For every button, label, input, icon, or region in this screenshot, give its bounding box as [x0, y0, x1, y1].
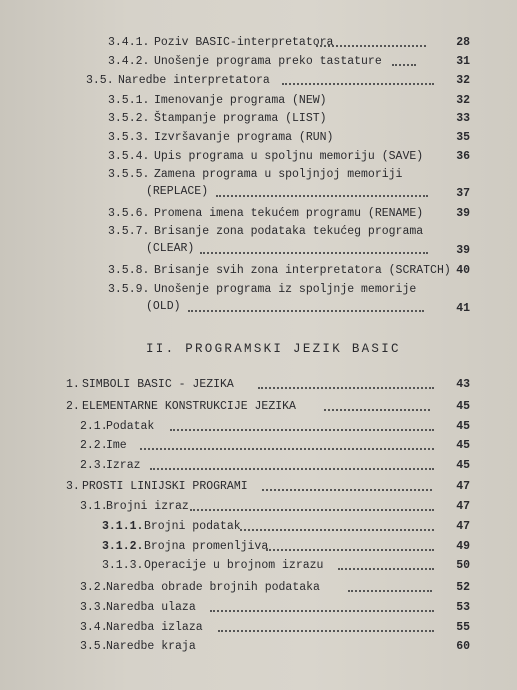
toc-page-number: 43 [456, 378, 470, 391]
toc-entry-3-5-5 [108, 168, 470, 200]
dot-leader [392, 63, 416, 66]
dot-leader [188, 309, 424, 312]
dot-leader [210, 609, 434, 612]
dot-leader [266, 548, 434, 551]
dot-leader [324, 408, 430, 411]
toc-title: Brojna promenljiva [144, 540, 269, 553]
toc-page-number: 37 [456, 187, 470, 200]
toc-title: Naredba izlaza [106, 621, 203, 634]
toc-title: Naredbe interpretatora [118, 74, 270, 87]
toc-number: 3.5. [86, 74, 114, 87]
toc-page-number: 33 [456, 112, 470, 125]
dot-leader [240, 528, 434, 531]
toc-number: 3.1. [80, 500, 108, 513]
toc-number: 3.1.2. [102, 540, 144, 553]
toc-title: Promena imena tekućem programu (RENAME) [154, 207, 424, 220]
toc-title-continued: (OLD) [146, 300, 181, 313]
dot-leader [170, 428, 434, 431]
toc-page-number: 49 [456, 540, 470, 553]
toc-number: 3.5. [80, 640, 108, 653]
toc-number: 1. [66, 378, 80, 391]
toc-number: 3.4.1. [108, 36, 150, 49]
toc-number: 3.5.4. [108, 150, 150, 163]
toc-title: Podatak [106, 420, 155, 433]
toc-title: Brojni podatak [144, 520, 241, 533]
toc-number: 2. [66, 400, 80, 413]
toc-title: Unošenje programa iz spoljnje memorije [154, 283, 417, 296]
toc-number: 2.2. [80, 439, 108, 452]
dot-leader [316, 44, 426, 47]
toc-title: Naredba ulaza [106, 601, 196, 614]
dot-leader [140, 447, 434, 450]
toc-number: 3.5.3. [108, 131, 150, 144]
toc-page-number: 39 [456, 244, 470, 257]
dot-leader [190, 508, 434, 511]
toc-page-number: 36 [456, 150, 470, 163]
toc-number: 3.5.5. [108, 168, 150, 181]
toc-page-number: 52 [456, 581, 470, 594]
toc-number: 3.3. [80, 601, 108, 614]
dot-leader [262, 488, 432, 491]
toc-title: Naredba obrade brojnih podataka [106, 581, 320, 594]
toc-page-number: 47 [456, 500, 470, 513]
toc-number: 3.5.1. [108, 94, 150, 107]
toc-number: 3.1.3. [102, 559, 144, 572]
toc-number: 2.1. [80, 420, 108, 433]
toc-title: Upis programa u spoljnu memoriju (SAVE) [154, 150, 424, 163]
toc-number: 3. [66, 480, 80, 493]
toc-title: SIMBOLI BASIC - JEZIKA [82, 378, 234, 391]
dot-leader [282, 82, 434, 85]
dot-leader [338, 567, 434, 570]
toc-page-number: 55 [456, 621, 470, 634]
toc-page-number: 45 [456, 400, 470, 413]
toc-page-number: 39 [456, 207, 470, 220]
toc-page-number: 32 [456, 74, 470, 87]
toc-number: 3.4. [80, 621, 108, 634]
toc-entry-3-5-7 [108, 225, 470, 257]
toc-title: Štampanje programa (LIST) [154, 112, 327, 125]
toc-title: Operacije u brojnom izrazu [144, 559, 324, 572]
toc-title: Izraz [106, 459, 141, 472]
toc-page-number: 35 [456, 131, 470, 144]
toc-title: Naredbe kraja [106, 640, 196, 653]
toc-page-number: 50 [456, 559, 470, 572]
dot-leader [200, 251, 428, 254]
toc-title: Brisanje zona podataka tekućeg programa [154, 225, 424, 238]
toc-number: 3.2. [80, 581, 108, 594]
toc-number: 3.5.2. [108, 112, 150, 125]
toc-title: Unošenje programa preko tastature [154, 55, 382, 68]
toc-number: 3.5.8. [108, 264, 150, 277]
toc-page-number: 28 [456, 36, 470, 49]
toc-page-number: 45 [456, 420, 470, 433]
toc-page-number: 47 [456, 520, 470, 533]
dot-leader [258, 386, 434, 389]
toc-number: 3.5.6. [108, 207, 150, 220]
dot-leader [216, 194, 428, 197]
toc-page-number: 45 [456, 439, 470, 452]
toc-number: 3.4.2. [108, 55, 150, 68]
toc-title-continued: (REPLACE) [146, 185, 209, 198]
toc-title: Brisanje svih zona interpretatora (SCRATCH) [154, 264, 451, 277]
toc-page-number: 32 [456, 94, 470, 107]
part-heading: II. PROGRAMSKI JEZIK BASIC [146, 342, 401, 356]
toc-number: 3.5.9. [108, 283, 150, 296]
toc-title: Ime [106, 439, 127, 452]
dot-leader [218, 629, 434, 632]
toc-page-number: 31 [456, 55, 470, 68]
toc-title-continued: (CLEAR) [146, 242, 195, 255]
toc-title: Zamena programa u spoljnjoj memoriji [154, 168, 403, 181]
toc-title: Brojni izraz [106, 500, 189, 513]
toc-page-number: 53 [456, 601, 470, 614]
toc-page-number: 60 [456, 640, 470, 653]
toc-page-number: 41 [456, 302, 470, 315]
toc-title: Poziv BASIC-interpretatora [154, 36, 334, 49]
toc-entry-3-5-9 [108, 283, 470, 315]
dot-leader [150, 467, 434, 470]
toc-page-number: 40 [456, 264, 470, 277]
toc-title: Izvršavanje programa (RUN) [154, 131, 334, 144]
toc-title: PROSTI LINIJSKI PROGRAMI [82, 480, 248, 493]
toc-number: 3.5.7. [108, 225, 150, 238]
dot-leader [348, 589, 432, 592]
toc-number: 3.1.1. [102, 520, 144, 533]
toc-number: 2.3. [80, 459, 108, 472]
toc-page-number: 45 [456, 459, 470, 472]
toc-page-number: 47 [456, 480, 470, 493]
toc-title: ELEMENTARNE KONSTRUKCIJE JEZIKA [82, 400, 296, 413]
toc-title: Imenovanje programa (NEW) [154, 94, 327, 107]
